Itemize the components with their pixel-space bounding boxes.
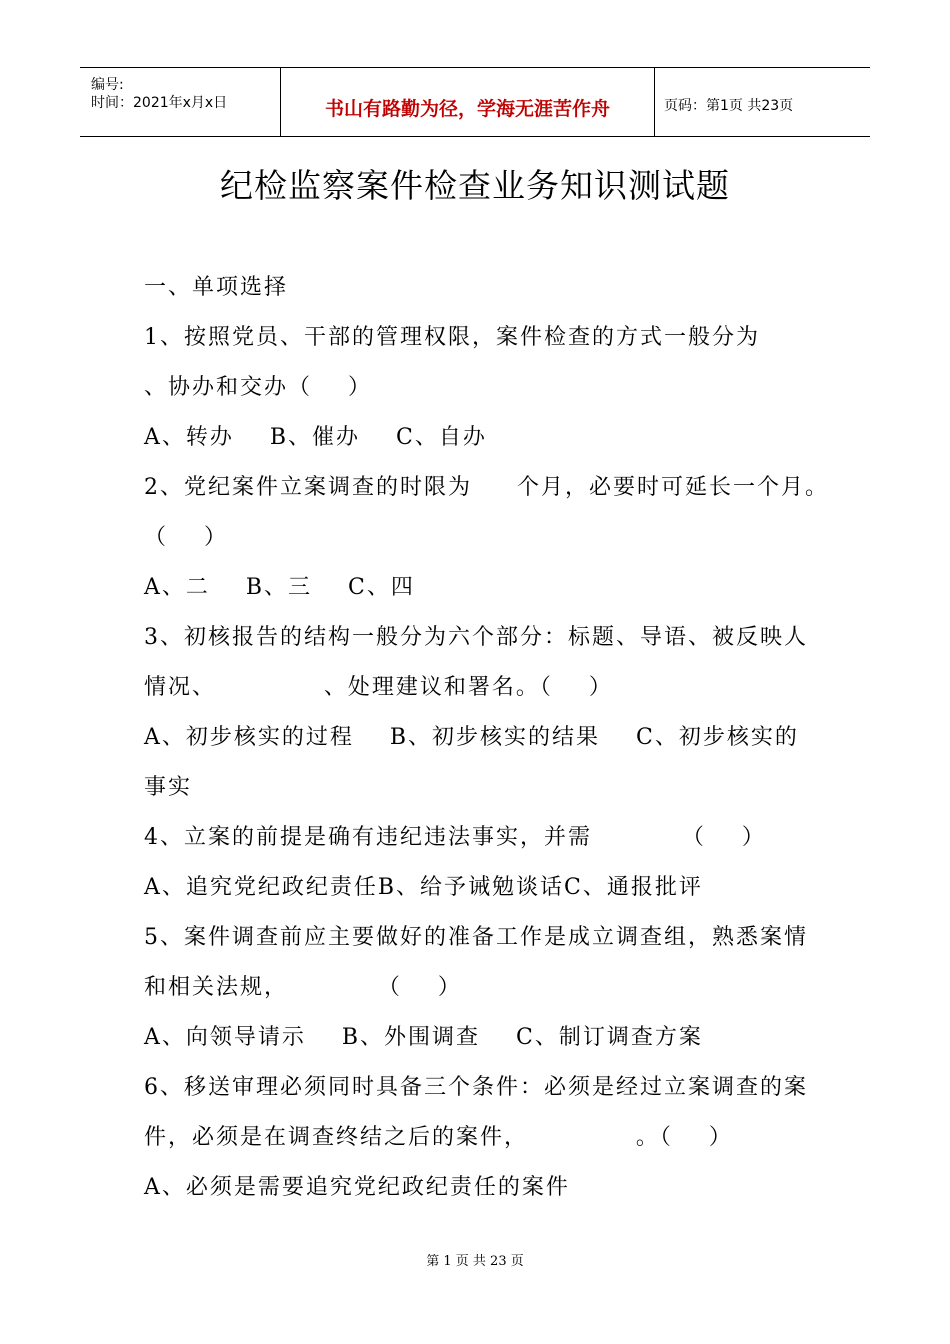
page-header [80,67,870,137]
number-label: 编号: [91,77,124,93]
question-4-line-1: 4、立案的前提是确有违纪违法事实，并需 （ ） [144,825,766,850]
question-2-line-1: 2、党纪案件立案调查的时限为 个月，必要时可延长一个月。 [144,475,829,500]
question-3-line-2: 情况、 、处理建议和署名。（ ） [144,675,613,700]
question-3-options: A、初步核实的过程 B、初步核实的结果 C、初步核实的 [144,725,799,750]
question-5-options: A、向领导请示 B、外围调查 C、制订调查方案 [144,1025,703,1050]
question-6-option-a: A、必须是需要追究党纪政纪责任的案件 [144,1175,570,1200]
question-2-line-2: （ ） [144,525,228,550]
question-3-line-1: 3、初核报告的结构一般分为六个部分：标题、导语、被反映人 [144,625,808,650]
document-title: 纪检监察案件检查业务知识测试题 [220,166,730,205]
question-1-line-2: 、协办和交办（ ） [144,375,372,400]
time-label: 时间：2021年x月x日 [91,95,228,111]
motto: 书山有路勤为径，学海无涯苦作舟 [324,98,610,120]
page-footer: 第 1 页 共 23 页 [426,1254,524,1269]
page-info: 页码：第1页 共23页 [664,98,794,114]
question-5-line-2: 和相关法规， （ ） [144,975,462,1000]
question-3-options-cont: 事实 [144,775,193,800]
question-6-line-2: 件，必须是在调查终结之后的案件， 。（ ） [144,1125,733,1150]
question-4-options: A、追究党纪政纪责任B、给予诫勉谈话C、通报批评 [144,875,703,900]
header-center-cell [280,68,655,136]
question-2-options: A、二 B、三 C、四 [144,575,415,600]
question-1-options: A、转办 B、催办 C、自办 [144,425,487,450]
section-heading: 一、单项选择 [144,275,289,300]
question-5-line-1: 5、案件调查前应主要做好的准备工作是成立调查组，熟悉案情 [144,925,808,950]
header-left-cell [80,68,280,136]
header-right-cell [654,68,870,136]
question-1-line-1: 1、按照党员、干部的管理权限，案件检查的方式一般分为 [144,325,760,350]
question-6-line-1: 6、移送审理必须同时具备三个条件：必须是经过立案调查的案 [144,1075,808,1100]
